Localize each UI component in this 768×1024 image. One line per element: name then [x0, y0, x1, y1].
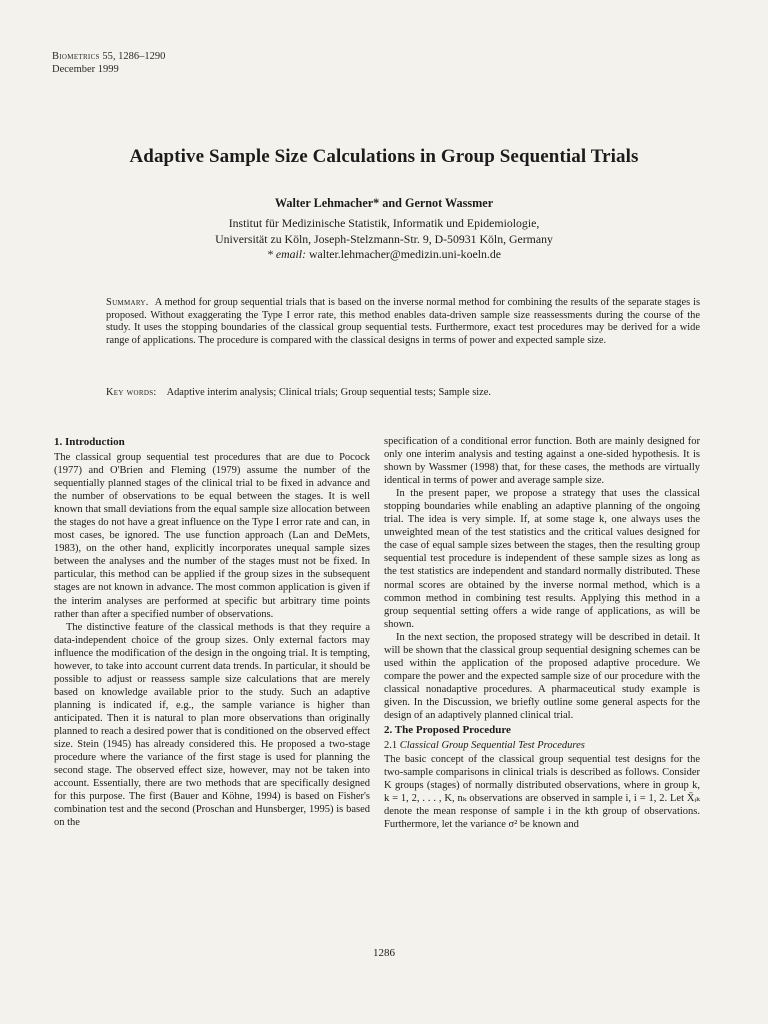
keywords-text: Adaptive interim analysis; Clinical trials; Group sequential tests; Sample size. [166, 387, 491, 398]
journal-name: Biometrics [52, 51, 100, 62]
subsection-title: Classical Group Sequential Test Procedures [399, 740, 585, 752]
journal-citation [52, 50, 165, 76]
page-number: 1286 [373, 947, 395, 959]
left-column [54, 435, 370, 829]
intro-paragraph-1: The classical group sequential test procedures that are due to Pocock (1977) and O'Brien and Fleming (1979) assume the number of the sequentially planned stages of the clinical trial to be fixed in advance and the number of observations to be equal between the stages. It is well known that small deviations from the equal sample size allocation between the stages do not have a great influence on the Type I error rate and can, in most cases, be ignored. The use function approach (Lan and DeMets, 1983), on the other hand, explicitly incorporates unequal sample sizes between the analyses and the number of the stages must not be fixed. In particular, this method can be applied if the group sizes in the subsequent stages are not known in advance. The most common application is given if the interim analyses are performed at specific but arbitrary time points rather than after a specified number of observations. [54, 452, 370, 620]
affiliation-line-2: Universität zu Köln, Joseph-Stelzmann-Str. 9, D-50931 Köln, Germany [215, 231, 553, 246]
subsection-heading [384, 739, 700, 752]
subsection-paragraph-1: The basic concept of the classical group sequential test designs for the two-sample comparisons in clinical trials is described as follows. Consider K groups (stages) of normally distributed observations, where in group k, k = 1, 2, . . . , K, nₖ observations are observed in sample i, i = 1, 2. Let X̄ᵢₖ denote the mean response of sample i in the kth group of observations. Furthermore, let the variance σ² be known and [384, 754, 700, 831]
subsection-number: 2.1 [384, 740, 398, 752]
affiliation [40, 216, 728, 263]
journal-date: December 1999 [52, 64, 119, 75]
email-label: * email: [267, 247, 307, 261]
section-heading-proposed-procedure: 2. The Proposed Procedure [384, 724, 511, 737]
affiliation-line-1: Institut für Medizinische Statistik, Informatik und Epidemiologie, [228, 216, 540, 230]
intro-paragraph-3: specification of a conditional error function. Both are mainly designed for only one interim analysis and testing against a one-sided hypothesis. It is shown by Wassmer (1998) that, for these cases, the methods are virtually identical in terms of power and average sample size. [384, 436, 700, 487]
abstract [106, 297, 700, 347]
paper-title: Adaptive Sample Size Calculations in Group Sequential Trials [129, 146, 639, 167]
right-column [384, 435, 700, 831]
affiliation-email-line [40, 247, 728, 263]
author-list: Walter Lehmacher* and Gernot Wassmer [274, 196, 494, 210]
intro-paragraph-4: In the present paper, we propose a strategy that uses the classical stopping boundaries while enabling an adaptive planning of the ongoing trial. The idea is very simple. If, at some stage k, one always uses the unweighted mean of the test statistics and the critical values designed for the case of equal sample sizes between the stages, then the resulting group sequential test procedure is independent of these sample sizes as long as the test statistics are independent and standard normally distributed. These normal scores are obtained by the inverse normal method, which is a common method in combining test results. Applying this method in a group sequential setting offers a wide range of applications, as will be shown. [384, 488, 700, 630]
email-address: walter.lehmacher@medizin.uni-koeln.de [308, 247, 501, 261]
intro-paragraph-2: The distinctive feature of the classical methods is that they require a data-independent choice of the group sizes. Only external factors may influence the modification of the design in the ongoing trial. It is tempting, however, to take into account current data trends. In particular, it should be possible to adjust or reassess sample size calculations that are merely based on knowledge available prior to the study. Such an adaptive planning is indicated if, e.g., the sample variance is higher than anticipated. Then it is natural to plan more observations than originally planned to reach a desired power that is conditioned on the observed effect size. Stein (1945) has already considered this. He proposed a two-stage procedure where the variance of the first stage is used for planning the second stage. The observed effect size, however, may not be taken into account. Essentially, there are two methods that are specifically designed for this purpose. The first (Bauer and Köhne, 1994) is based on Fisher's combination test and the second (Proschan and Hunsberger, 1995) is based on the [54, 621, 370, 829]
section-heading-introduction: 1. Introduction [54, 436, 125, 448]
keywords [106, 387, 700, 400]
keywords-label: Key words: [106, 387, 157, 398]
abstract-text: A method for group sequential trials that is based on the inverse normal method for combining the results of the separate stages is proposed. Without exaggerating the Type I error rate, this method enables data-driven sample size reassessments during the course of the study. It uses the stopping boundaries of the classical group sequential tests. Furthermore, exact test procedures may be derived for a wide range of applications. The procedure is compared with the classical designs in terms of power and expected sample size. [106, 297, 700, 346]
journal-volume-pages: 55, 1286–1290 [102, 51, 166, 62]
intro-paragraph-5: In the next section, the proposed strategy will be described in detail. It will be shown that the classical group sequential designing schemes can be used within the application of the proposed adaptive procedure. We compare the power and the expected sample size of our procedure with the classical nonadaptive procedures. A pharmaceutical study example is given. In the Discussion, we briefly outline some general aspects for the design of an adaptively planned clinical trial. [384, 631, 700, 721]
abstract-label: Summary. [106, 297, 149, 308]
